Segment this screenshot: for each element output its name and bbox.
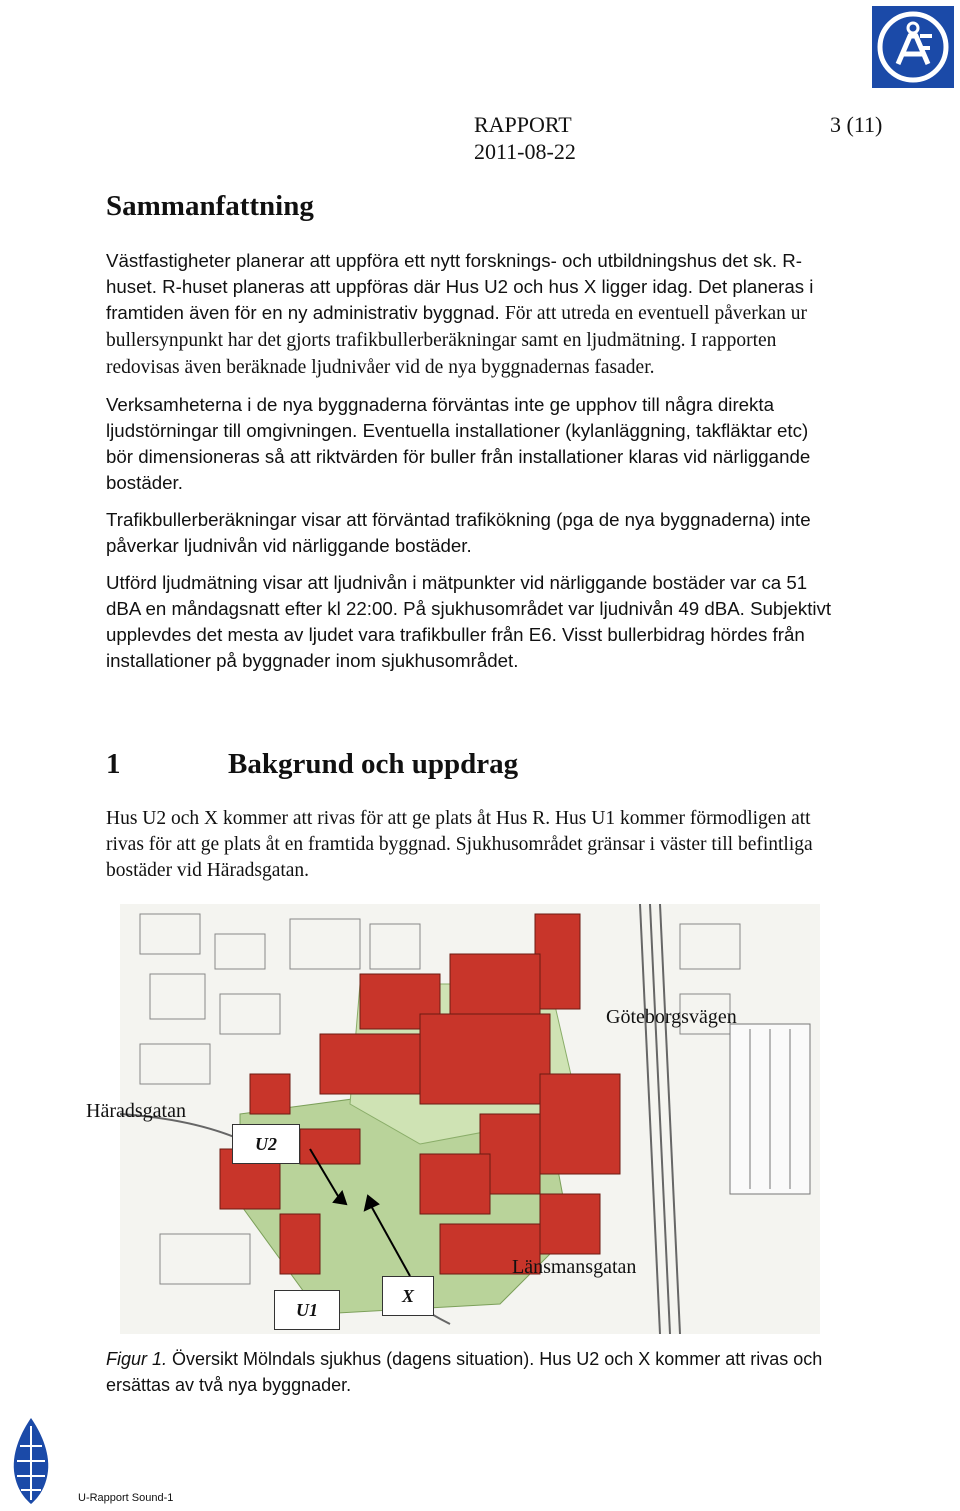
figure-label: Figur 1. xyxy=(106,1349,168,1369)
site-map xyxy=(86,904,820,1334)
label-box-u2: U2 xyxy=(232,1124,300,1164)
summary-body xyxy=(106,248,836,685)
summary-paragraph-1b: För att utreda en eventuell påverkan ur bullersynpunkt har det gjorts trafikbullerberäkningar samt en ljudmätning. I rapporten redovisas även beräknade ljudnivåer vid de nya byggnadernas fasader. xyxy=(106,303,808,378)
label-haradsgatan: Häradsgatan xyxy=(86,1100,186,1122)
company-logo xyxy=(872,6,954,88)
label-lansmansgatan: Länsmansgatan xyxy=(512,1256,637,1278)
report-date: 2011-08-22 xyxy=(474,139,576,164)
section-number: 1 xyxy=(106,748,121,780)
summary-paragraph-1a: Västfastigheter planerar att uppföra ett nytt forsknings- och utbildningshus det sk. R-huset. R-huset planeras att uppföras där Hus U2 och hus X ligger idag. Det planeras i framtiden även för en ny administrativ byggnad. xyxy=(106,250,814,323)
section-1-heading xyxy=(106,748,518,781)
footer-template-name: U-Rapport Sound-1 xyxy=(78,1492,174,1504)
section-title: Bakgrund och uppdrag xyxy=(228,748,519,780)
label-box-x: X xyxy=(382,1276,434,1316)
shell-logo xyxy=(10,1416,52,1506)
figure-caption-text: Översikt Mölndals sjukhus (dagens situation). Hus U2 och X kommer att rivas och ersättas av två nya byggnader. xyxy=(106,1349,823,1395)
report-label: RAPPORT xyxy=(474,112,572,137)
summary-heading: Sammanfattning xyxy=(106,190,314,222)
summary-paragraph-4: Utförd ljudmätning visar att ljudnivån i mätpunkter vid närliggande bostäder var ca 51 dBA en måndagsnatt efter kl 22:00. På sjukhusområdet var ljudnivån 49 dBA. Subjektivt upplevdes det mesta av ljudet vara trafikbuller från E6. Visst bullerbidrag hördes från installationer på byggnader inom sjukhusområdet. xyxy=(106,572,832,671)
label-goteborgsvagen: Göteborgsvägen xyxy=(606,1006,737,1028)
summary-paragraph-2: Verksamheterna i de nya byggnaderna förväntas inte ge upphov till några direkta ljudstörningar till omgivningen. Eventuella installationer (kylanläggning, takfläktar etc) bör dimensioneras så att riktvärden för buller från installationer klaras vid närliggande bostäder. xyxy=(106,394,811,493)
section-1-text: Hus U2 och X kommer att rivas för att ge plats åt Hus R. Hus U1 kommer förmodligen att rivas för att ge plats åt en framtida byggnad. Sjukhusområdet gränsar i väster till befintliga bostäder vid Häradsgatan. xyxy=(106,808,813,881)
page-number: 3 (11) xyxy=(830,112,883,137)
site-map-drawing xyxy=(120,904,820,1334)
summary-paragraph-1 xyxy=(106,248,836,381)
summary-paragraph-3: Trafikbullerberäkningar visar att förväntad trafikökning (pga de nya byggnaderna) inte påverkar ljudnivån vid närliggande bostäder. xyxy=(106,509,811,556)
figure-caption xyxy=(106,1346,846,1398)
label-box-u1: U1 xyxy=(274,1290,340,1330)
